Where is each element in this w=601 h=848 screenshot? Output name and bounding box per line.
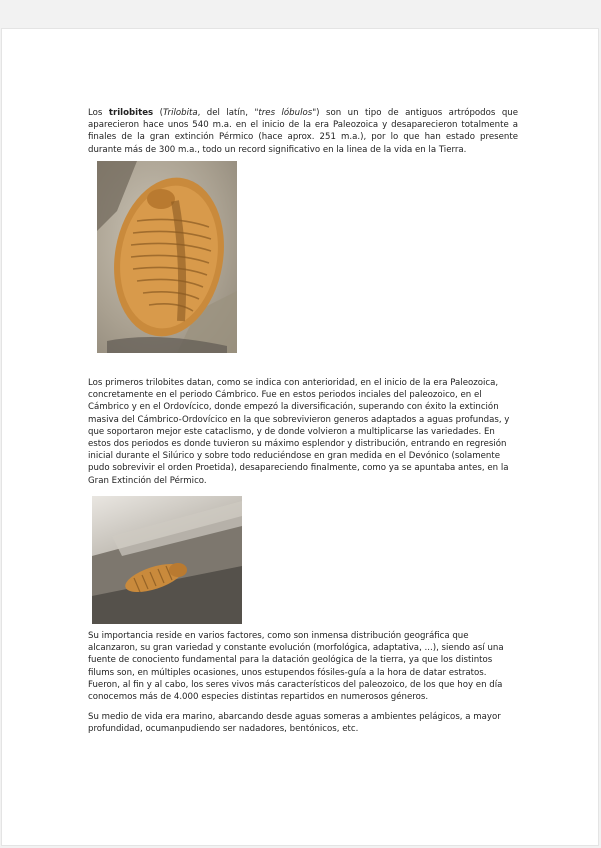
history-paragraph: Los primeros trilobites datan, como se indica con anterioridad, en el inicio de la era Paleozoica, concretamente en el periodo Cámbrico. Fue en estos periodos inciales del paleozoico, en el Cámbrico y en el Ordovícico, donde empezó la diversificación, superando con éxito la extinción masiva del Cámbrico-Ordovícico en la que sobrevivieron generos adaptados a aguas profundas, y que soportaron mejor este cataclismo, y de donde volvieron a multiplicarse las variedades. En estos dos periodos es donde tuvieron su máximo esplendor y distribución, entrando en regresión inicial durante el Silúrico y sobre todo reduciéndose en gran medida en el Devónico (solamente pudo sobrevivir el orden Proetida), desapareciendo finalmente, como ya se apuntaba antes, en la Gran Extinción del Pérmico. <box>88 378 510 486</box>
trilobita-term: Trilobita <box>162 108 198 118</box>
trilobite-fossil-image-2 <box>92 496 242 624</box>
intro-open-paren: ( <box>153 108 163 118</box>
intro-paragraph <box>88 107 518 156</box>
importance-paragraph: Su importancia reside en varios factores, como son inmensa distribución geográfica que alcanzaron, su gran variedad y constante evolución (morfológica, adaptativa, ...), siendo así una fuente de conociento fundamental para la datación geológica de la tierra, ya que los distintos filums son, en múltiples ocasiones, unos estupendos fósiles-guía a la hora de datar estratos. Fueron, al fin y al cabo, los seres vivos más característicos del paleozoico, de los que hoy en día conocemos más de 4.000 especies distintas repartidos en numerosos géneros. <box>88 631 504 703</box>
habitat-paragraph: Su medio de vida era marino, abarcando desde aguas someras a ambientes pelágicos, a mayor profundidad, ocumanpudiendo ser nadadores, bentónicos, etc. <box>88 712 501 735</box>
trilobite-fossil-image-1 <box>97 161 237 353</box>
intro-mid: , del latín, " <box>197 108 259 118</box>
document-page <box>1 28 599 846</box>
intro-rest: ") son un tipo de antiguos artrópodos que aparecieron hace unos 540 m.a. en el inicio de la era Paleozoica y desaparecieron totalmente a finales de la gran extinción Pérmico (hace aprox. 251 m.a.), por lo que han estado presente durante más de 300 m.a., todo un record significativo en la linea de la vida en la Tierra. <box>88 108 519 155</box>
trilobites-term: trilobites <box>108 108 154 118</box>
tres-lobulos-term: tres lóbulos <box>258 108 313 118</box>
intro-lead: Los <box>88 108 109 118</box>
